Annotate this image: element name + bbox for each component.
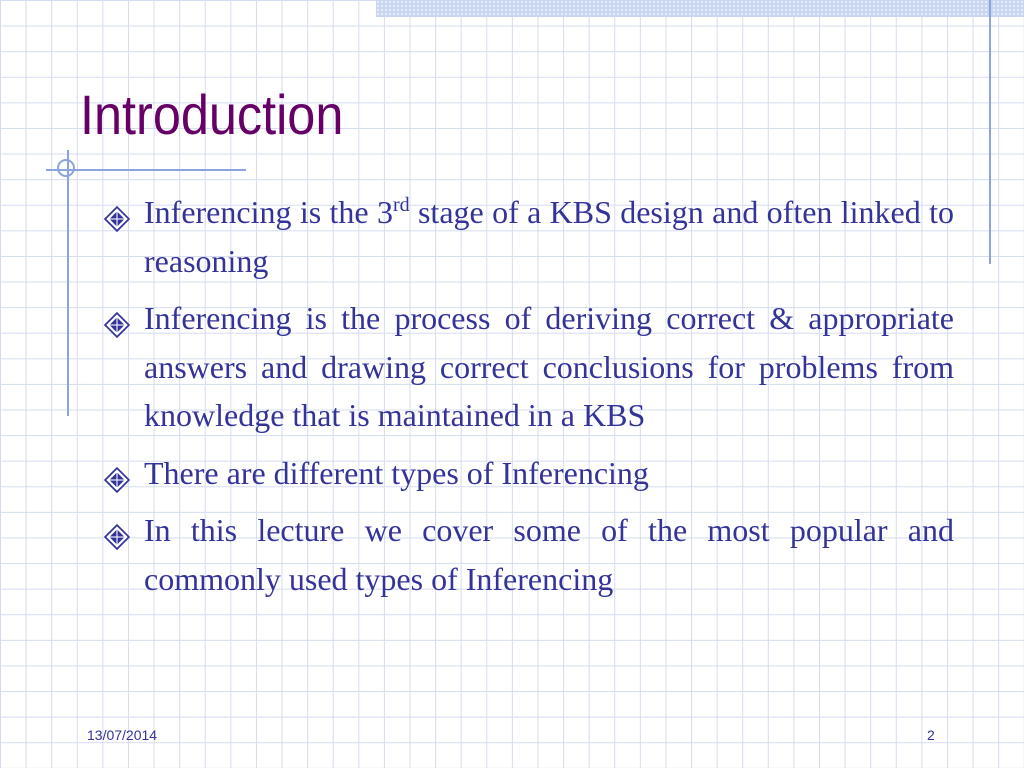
decorative-corner-band — [376, 0, 1024, 17]
footer-page-number: 2 — [927, 727, 935, 743]
decorative-vertical-line-right — [989, 0, 991, 264]
decorative-vertical-line-left — [67, 150, 69, 416]
footer-date: 13/07/2014 — [87, 727, 158, 743]
bullet-text-part: Inferencing is the 3 — [144, 194, 393, 230]
bullet-text: In this lecture we cover some of the most popular and commonly used types of Inferencing — [144, 512, 954, 597]
slide-title: Introduction — [80, 83, 344, 146]
bullet-item-stage — [104, 188, 954, 285]
bullet-text: There are different types of Inferencing — [144, 454, 649, 491]
bullet-list — [104, 188, 954, 612]
diamond-bullet-icon — [104, 524, 130, 550]
bullet-item-definition — [104, 294, 954, 440]
diamond-bullet-icon — [104, 206, 130, 232]
diamond-bullet-icon — [104, 467, 130, 493]
bullet-item-types — [104, 449, 954, 498]
bullet-text: Inferencing is the process of deriving correct & appropriate answers and drawing correct conclusions for problems from knowledge that is maintained in a KBS — [144, 300, 954, 433]
decorative-circle-icon — [57, 159, 75, 177]
title-underline — [46, 169, 246, 171]
bullet-text-part: stage of a KBS design and often linked to reasoning — [144, 194, 954, 279]
diamond-bullet-icon — [104, 312, 130, 338]
bullet-superscript: rd — [392, 194, 410, 216]
bullet-item-lecture — [104, 506, 954, 603]
